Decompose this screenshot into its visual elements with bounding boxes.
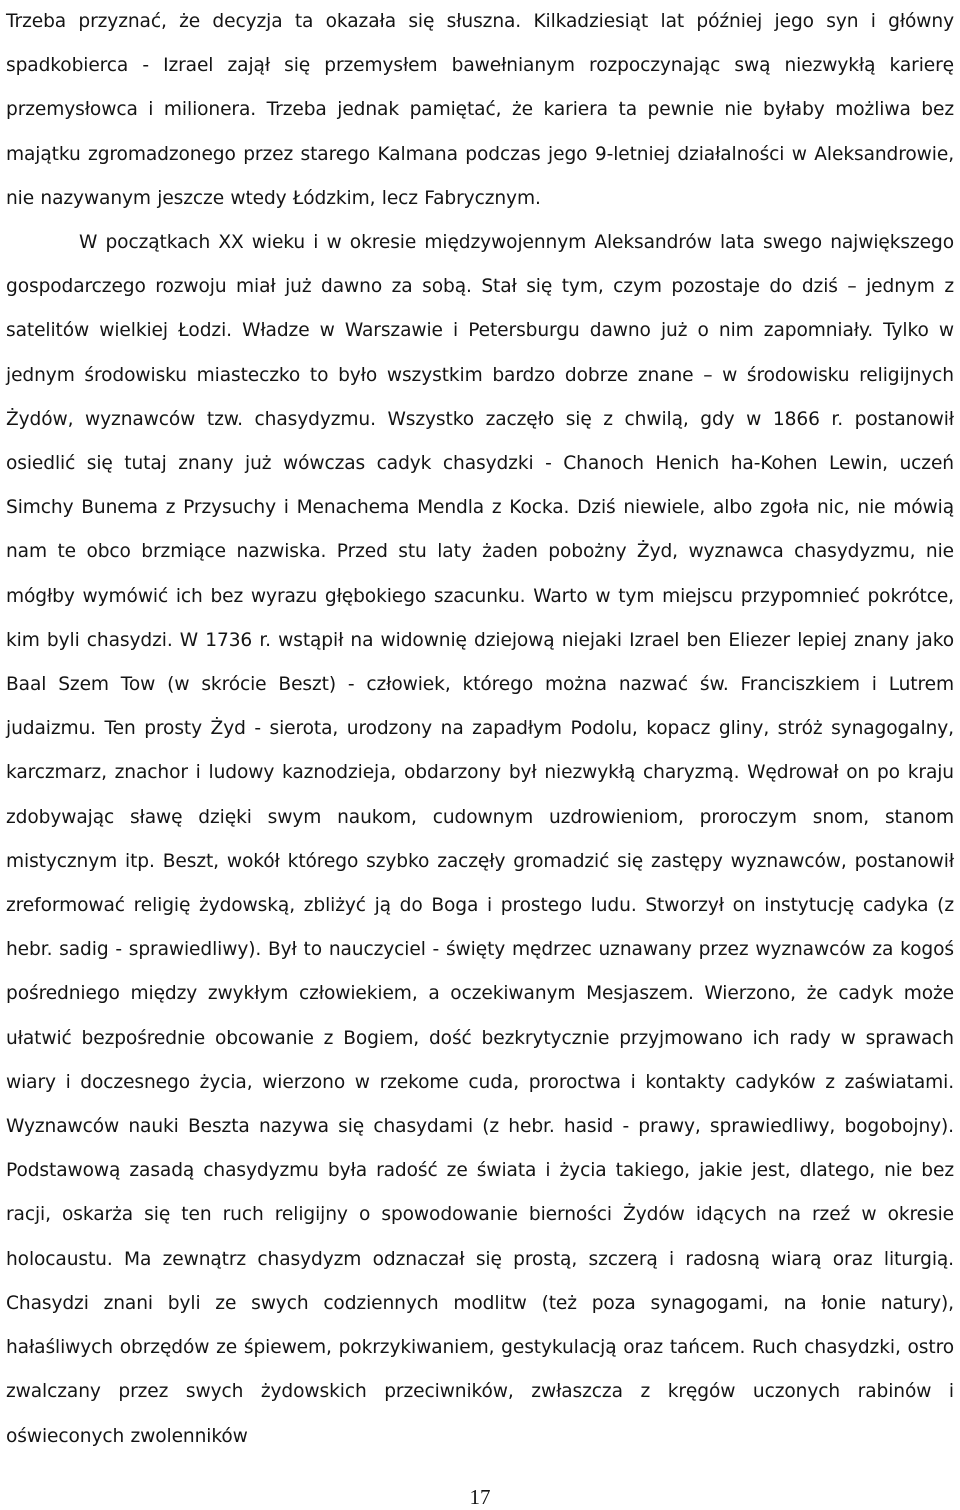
page-number: 17	[469, 1485, 491, 1509]
document-body	[6, 0, 954, 1459]
paragraph-1: Trzeba przyznać, że decyzja ta okazała się słuszna. Kilkadziesiąt lat później jego syn i główny spadkobierca - Izrael zajął się przemysłem bawełnianym rozpoczynając swą niezwykłą karierę przemysłowca i milionera. Trzeba jednak pamiętać, że kariera ta pewnie nie byłaby możliwa bez majątku zgromadzonego przez starego Kalmana podczas jego 9-letniej działalności w Aleksandrowie, nie nazywanym jeszcze wtedy Łódzkim, lecz Fabrycznym.	[6, 11, 954, 209]
paragraph-2: W początkach XX wieku i w okresie międzywojennym Aleksandrów lata swego największego gospodarczego rozwoju miał już dawno za sobą. Stał się tym, czym pozostaje do dziś – jednym z satelitów wielkiej Łodzi. Władze w Warszawie i Petersburgu dawno już o nim zapomniały. Tylko w jednym środowisku miasteczko to było wszystkim bardzo dobrze znane – w środowisku religijnych Żydów, wyznawców tzw. chasydyzmu. Wszystko zaczęło się z chwilą, gdy w 1866 r. postanowił osiedlić się tutaj znany już wówczas cadyk chasydzki - Chanoch Henich ha-Kohen Lewin, uczeń Simchy Bunema z Przysuchy i Menachema Mendla z Kocka. Dziś niewiele, albo zgoła nic, nie mówią nam te obco brzmiące nazwiska. Przed stu laty żaden pobożny Żyd, wyznawca chasydyzmu, nie mógłby wymówić ich bez wyrazu głębokiego szacunku. Warto w tym miejscu przypomnieć pokrótce, kim byli chasydzi. W 1736 r. wstąpił na widownię dziejową niejaki Izrael ben Eliezer lepiej znany jako Baal Szem Tow (w skrócie Beszt) - człowiek, którego można nazwać św. Franciszkiem i Lutrem judaizmu. Ten prosty Żyd - sierota, urodzony na zapadłym Podolu, kopacz gliny, stróż synagogalny, karczmarz, znachor i ludowy kaznodzieja, obdarzony był niezwykłą charyzmą. Wędrował on po kraju zdobywając sławę dzięki swym naukom, cudownym uzdrowieniom, proroczym snom, stanom mistycznym itp. Beszt, wokół którego szybko zaczęły gromadzić się zastępy wyznawców, postanowił zreformować religię żydowską, zbliżyć ją do Boga i prostego ludu. Stworzył on instytucję cadyka (z hebr. sadig - sprawiedliwy). Był to nauczyciel - święty mędrzec uznawany przez wyznawców za kogoś pośredniego między zwykłym człowiekiem, a oczekiwanym Mesjaszem. Wierzono, że cadyk może ułatwić bezpośrednie obcowanie z Bogiem, dość bezkrytycznie przyjmowano ich rady w sprawach wiary i doczesnego życia, wierzono w rzekome cuda, proroctwa i kontakty cadyków z zaświatami. Wyznawców nauki Beszta nazywa się chasydami (z hebr. hasid - prawy, sprawiedliwy, bogobojny). Podstawową zasadą chasydyzmu była radość ze świata i życia takiego, jakie jest, dlatego, nie bez racji, oskarża się ten ruch religijny o spowodowanie bierności Żydów idących na rzeź w okresie holocaustu. Ma zewnątrz chasydyzm odznaczał się prostą, szczerą i radosną wiarą oraz liturgią. Chasydzi znani byli ze swych codziennych modlitw (też poza synagogami, na łonie natury), hałaśliwych obrzędów ze śpiewem, pokrzykiwaniem, gestykulacją oraz tańcem. Ruch chasydzki, ostro zwalczany przez swych żydowskich przeciwników, zwłaszcza z kręgów uczonych rabinów i oświeconych zwolenników	[6, 232, 954, 1447]
